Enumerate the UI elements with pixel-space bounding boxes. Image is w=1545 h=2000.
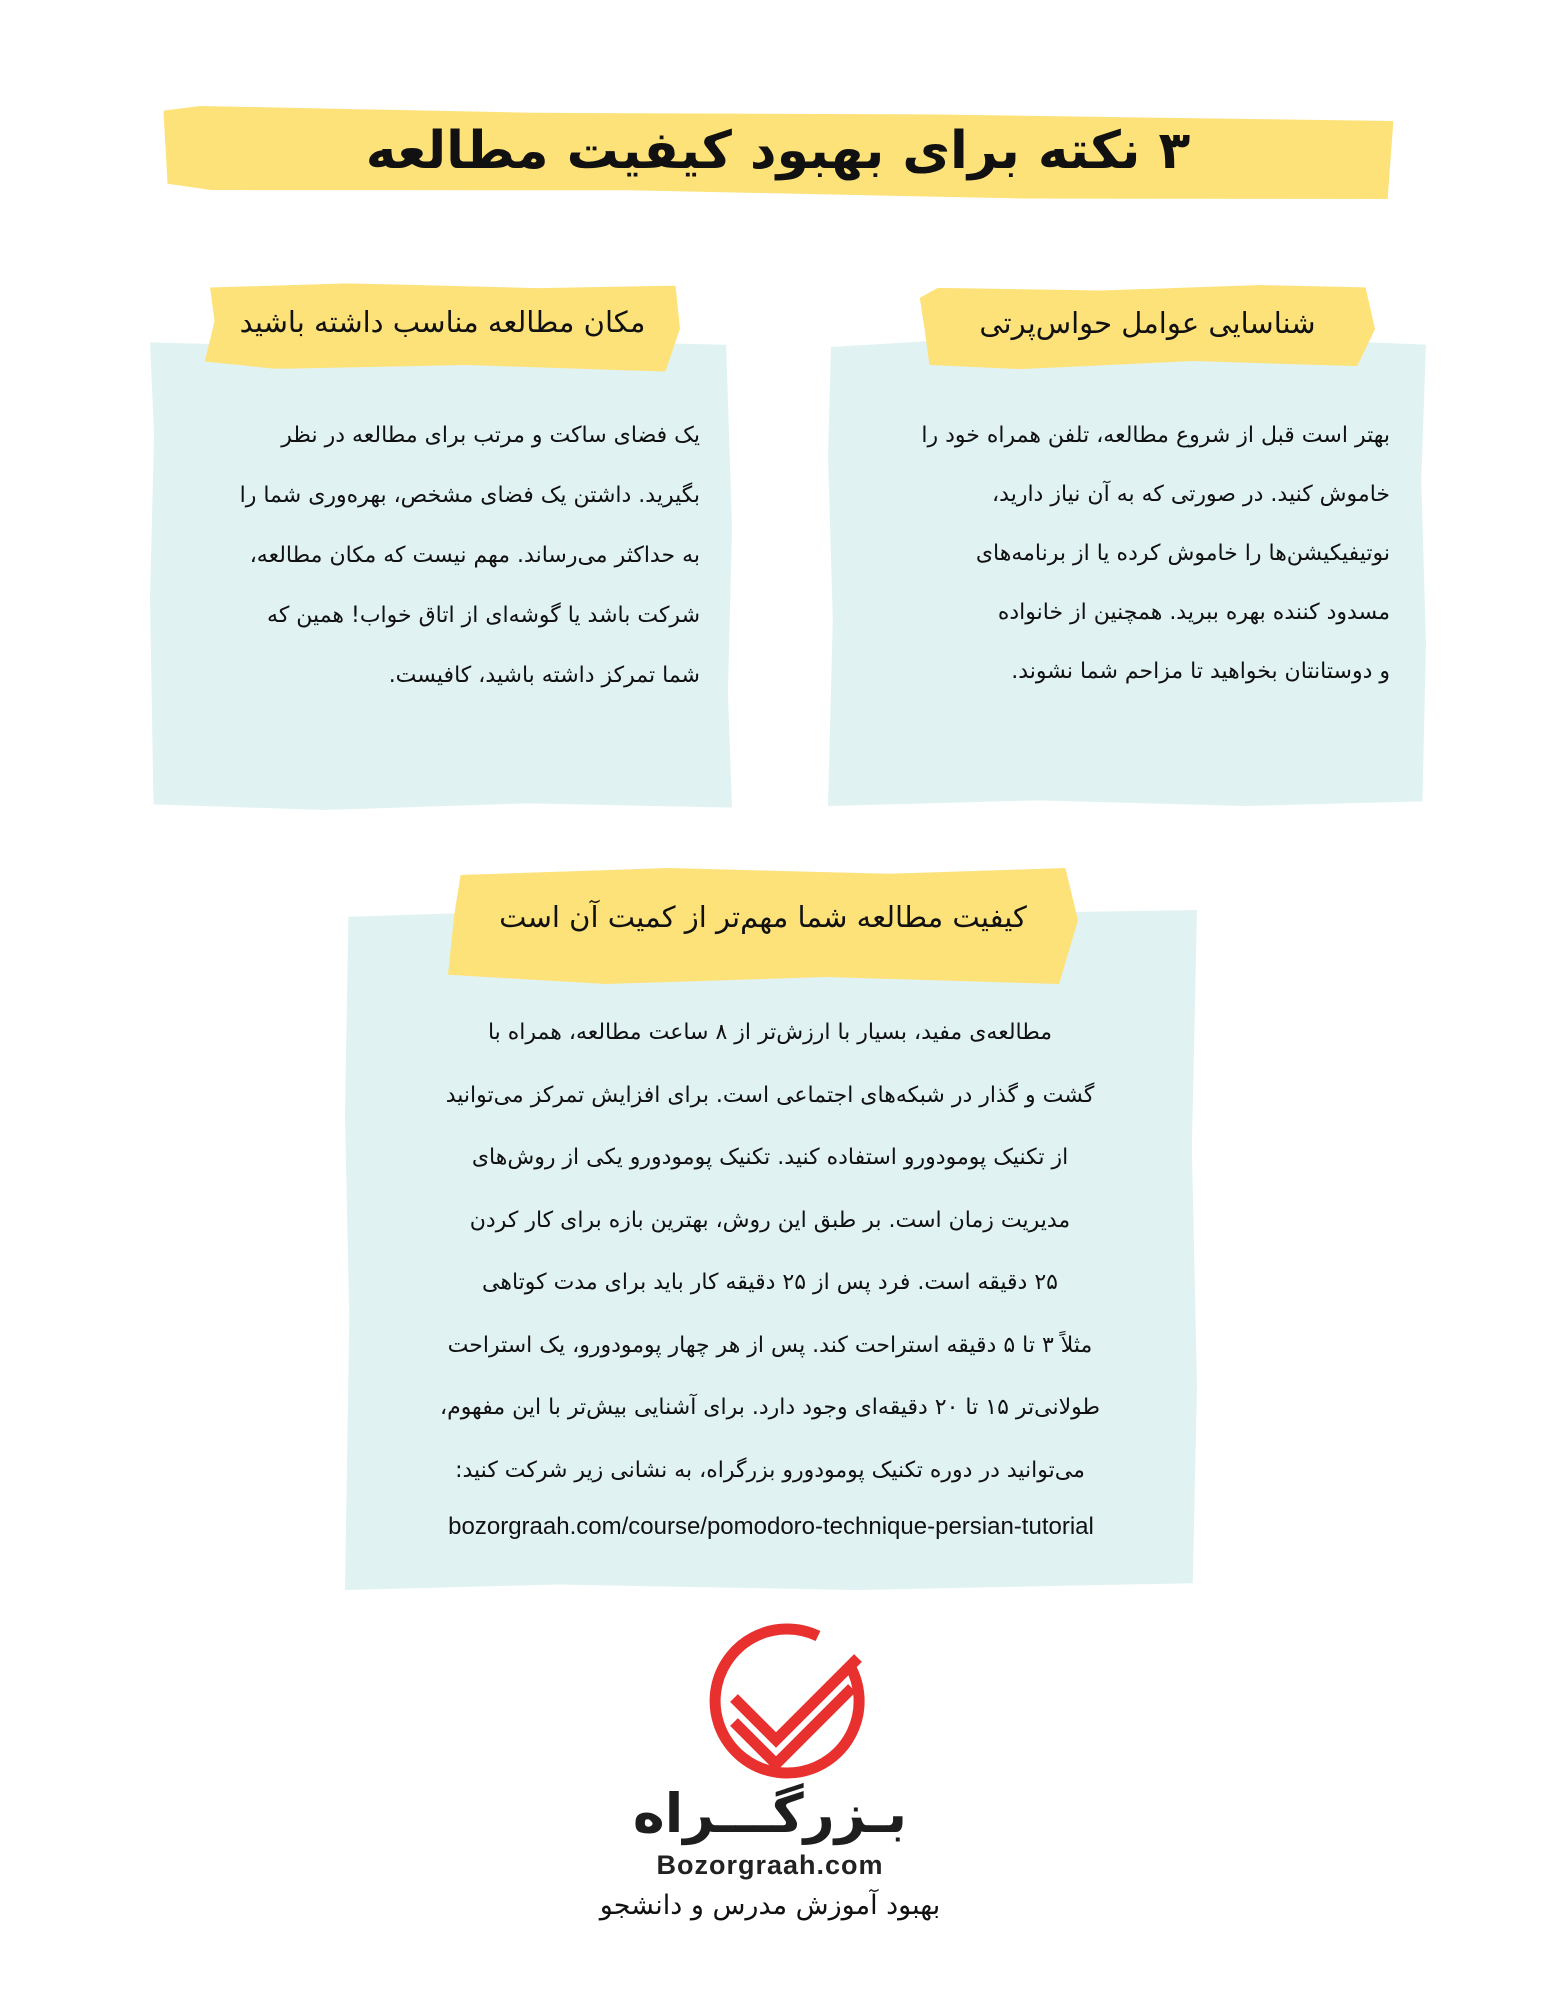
tip-body-study-place — [160, 406, 700, 706]
tip-line: گشت و گذار در شبکه‌های اجتماعی است. برای افزایش تمرکز می‌توانید — [445, 1082, 1095, 1108]
tip-line: مثلاً ۳ تا ۵ دقیقه استراحت کند. پس از هر چهار پومودورو، یک استراحت — [447, 1332, 1093, 1358]
tip-heading-distractions: شناسایی عوامل حواس‌پرتی — [979, 306, 1316, 340]
tip-heading-quality: کیفیت مطالعه شما مهم‌تر از کمیت آن است — [499, 900, 1027, 934]
tip-line: بگیرید. داشتن یک فضای مشخص، بهره‌وری شما را — [239, 483, 700, 508]
tip-line: از تکنیک پومودورو استفاده کنید. تکنیک پومودورو یکی از روش‌های — [471, 1145, 1069, 1170]
tip-line: مطالعه‌ی مفید، بسیار با ارزش‌تر از ۸ ساعت مطالعه، همراه با — [487, 1020, 1053, 1045]
brand-domain[interactable]: Bozorgraah.com — [656, 1850, 884, 1880]
tip-body-distractions — [840, 406, 1390, 701]
tip-line: به حداکثر می‌رساند. مهم نیست که مکان مطالعه، — [249, 543, 700, 568]
tip-line: می‌توانید در دوره تکنیک پومودورو بزرگراه، به نشانی زیر شرکت کنید: — [455, 1457, 1085, 1483]
tip-line: بهتر است قبل از شروع مطالعه، تلفن همراه خود را — [921, 423, 1390, 448]
tip-line: خاموش کنید. در صورتی که به آن نیاز دارید، — [992, 482, 1390, 507]
tip-line: ۲۵ دقیقه است. فرد پس از ۲۵ دقیقه کار باید برای مدت کوتاهی — [482, 1270, 1058, 1295]
tip-line: و دوستانتان بخواهید تا مزاحم شما نشوند. — [1011, 659, 1390, 684]
tip-line: مدیریت زمان است. بر طبق این روش، بهترین بازه برای کار کردن — [469, 1207, 1071, 1233]
tip-line: شما تمرکز داشته باشید، کافیست. — [388, 663, 700, 688]
tip-body-quality — [380, 1002, 1160, 1502]
tip-line: مسدود کننده بهره ببرید. همچنین از خانواده — [997, 600, 1390, 625]
tip-line: طولانی‌تر ۱۵ تا ۲۰ دقیقه‌ای وجود دارد. برای آشنایی بیش‌تر با این مفهوم، — [439, 1395, 1101, 1420]
brand-name: بـزرگـــراه — [632, 1782, 908, 1845]
checkmark-logo-icon — [700, 1618, 870, 1788]
course-link[interactable]: bozorgraah.com/course/pomodoro-technique-persian-tutorial — [448, 1513, 1094, 1540]
tip-line: یک فضای ساکت و مرتب برای مطالعه در نظر — [281, 423, 700, 448]
tip-line: شرکت باشد یا گوشه‌ای از اتاق خواب! همین که — [267, 603, 700, 628]
tip-line: نوتیفیکیشن‌ها را خاموش کرده یا از برنامه‌های — [975, 541, 1390, 566]
page-title: ۳ نکته برای بهبود کیفیت مطالعه — [365, 121, 1191, 181]
tip-heading-study-place: مکان مطالعه مناسب داشته باشید — [239, 305, 646, 339]
brand-tagline: بهبود آموزش مدرس و دانشجو — [599, 1890, 941, 1921]
